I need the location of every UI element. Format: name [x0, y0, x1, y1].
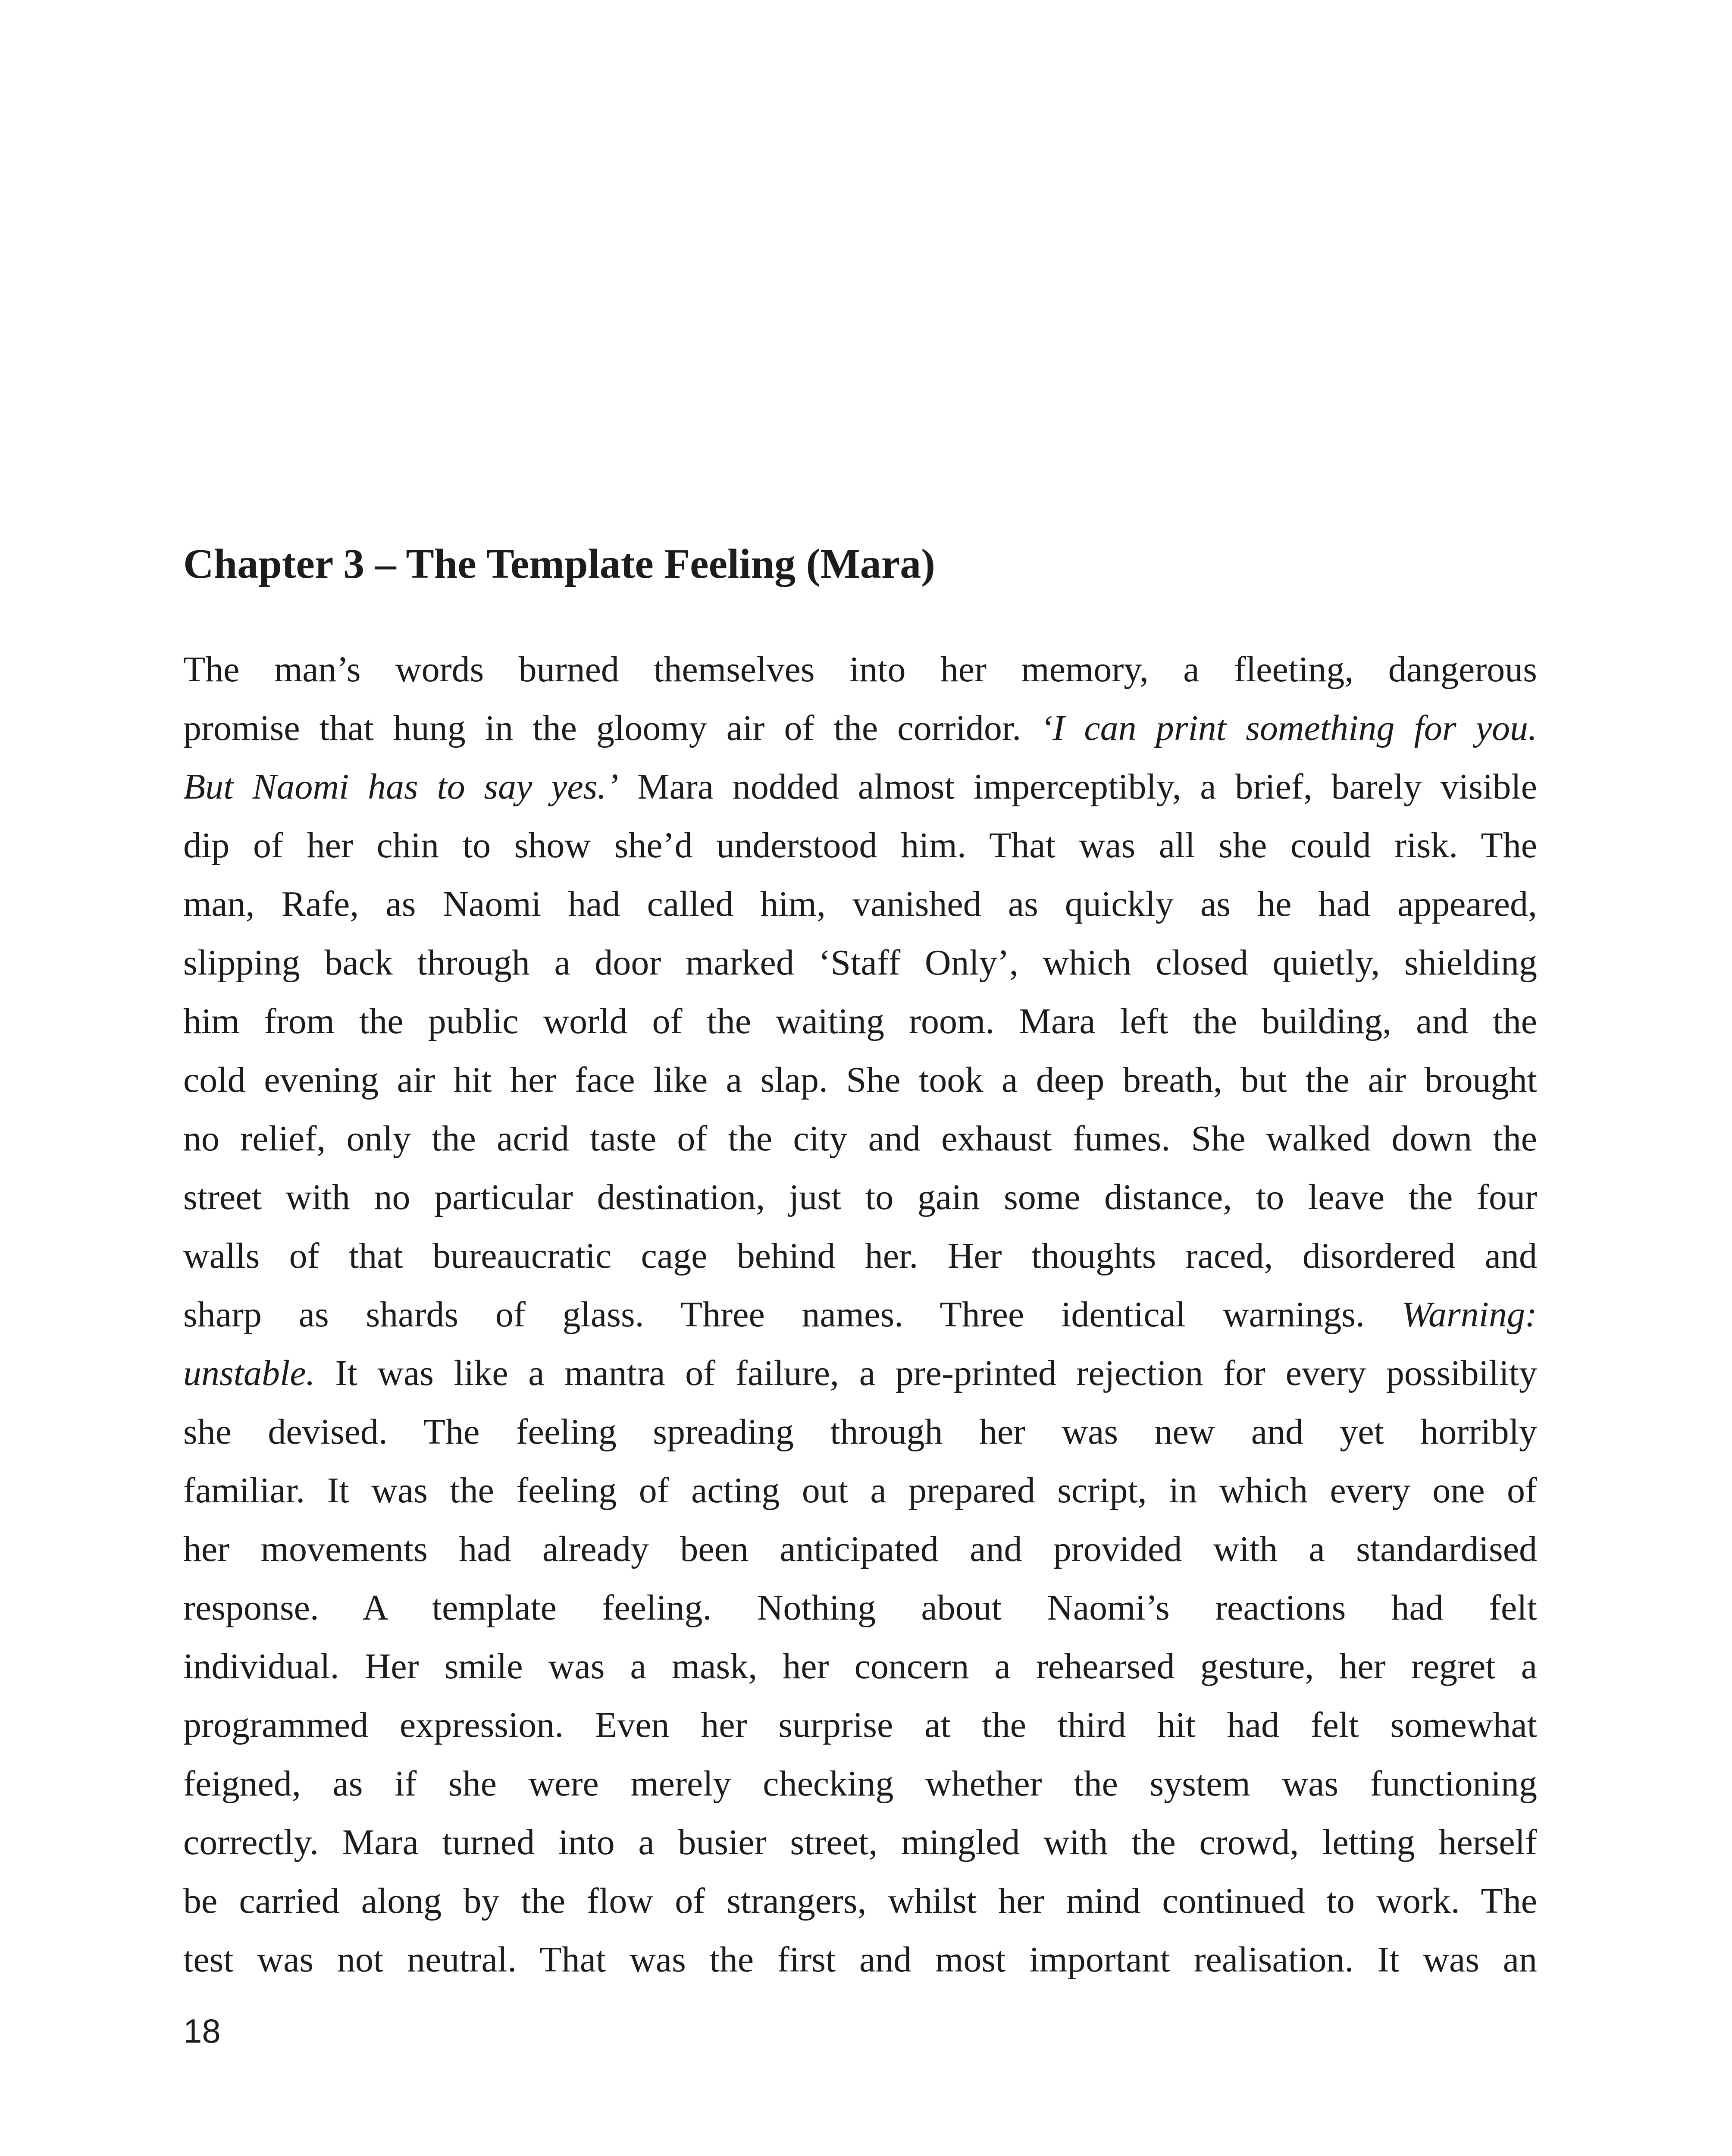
text-segment: individual. Her smile was a mask, her concern a rehearsed gesture, her regret a — [183, 1646, 1537, 1686]
text-segment: sharp as shards of glass. Three names. Three identical warnings. — [183, 1294, 1402, 1335]
text-line — [183, 816, 1537, 875]
text-segment: correctly. Mara turned into a busier street, mingled with the crowd, letting herself — [183, 1822, 1537, 1862]
text-line — [183, 1637, 1537, 1696]
text-segment: her movements had already been anticipated and provided with a standardised — [183, 1529, 1537, 1569]
text-segment: man, Rafe, as Naomi had called him, vanished as quickly as he had appeared, — [183, 884, 1537, 924]
page-number: 18 — [183, 2012, 221, 2050]
italic-text: unstable. — [183, 1353, 315, 1393]
text-segment: no relief, only the acrid taste of the city and exhaust fumes. She walked down the — [183, 1119, 1537, 1159]
text-line — [183, 1461, 1537, 1520]
text-line — [183, 1930, 1537, 1989]
italic-text: But Naomi has to say yes.’ — [183, 767, 619, 807]
chapter-body — [183, 640, 1537, 1989]
chapter-title: Chapter 3 – The Template Feeling (Mara) — [183, 541, 935, 587]
text-segment: response. A template feeling. Nothing about Naomi’s reactions had felt — [183, 1588, 1537, 1628]
text-segment: she devised. The feeling spreading through her was new and yet horribly — [183, 1412, 1537, 1452]
text-line — [183, 1109, 1537, 1168]
text-segment: be carried along by the flow of strangers, whilst her mind continued to work. The — [183, 1881, 1537, 1921]
text-line — [183, 1872, 1537, 1930]
text-segment: cold evening air hit her face like a slap. She took a deep breath, but the air brought — [183, 1060, 1537, 1100]
text-line — [183, 1520, 1537, 1579]
text-line — [183, 699, 1537, 758]
text-line — [183, 1344, 1537, 1403]
text-segment: familiar. It was the feeling of acting out a prepared script, in which every one of — [183, 1470, 1537, 1510]
text-segment: It was like a mantra of failure, a pre-printed rejection for every possibility — [315, 1353, 1537, 1393]
text-segment: test was not neutral. That was the first and most important realisation. It was an — [183, 1940, 1537, 1980]
text-line — [183, 1168, 1537, 1227]
text-segment: feigned, as if she were merely checking whether the system was functioning — [183, 1764, 1537, 1804]
italic-text: ‘I can print something for you. — [1040, 708, 1538, 748]
text-line — [183, 1285, 1537, 1344]
text-segment: Mara nodded almost imperceptibly, a brief, barely visible — [618, 767, 1537, 807]
text-line — [183, 1755, 1537, 1813]
text-line — [183, 1579, 1537, 1637]
text-line — [183, 1696, 1537, 1755]
text-line — [183, 1051, 1537, 1109]
text-line — [183, 1227, 1537, 1285]
text-segment: him from the public world of the waiting room. Mara left the building, and the — [183, 1001, 1537, 1041]
text-segment: slipping back through a door marked ‘Staff Only’, which closed quietly, shielding — [183, 943, 1537, 983]
text-line — [183, 1403, 1537, 1461]
text-line — [183, 1813, 1537, 1872]
text-line — [183, 934, 1537, 992]
text-line — [183, 758, 1537, 816]
text-line — [183, 992, 1537, 1051]
text-segment: programmed expression. Even her surprise at the third hit had felt somewhat — [183, 1705, 1537, 1745]
italic-text: Warning: — [1401, 1294, 1537, 1335]
text-line — [183, 640, 1537, 699]
text-line — [183, 875, 1537, 934]
text-segment: street with no particular destination, just to gain some distance, to leave the four — [183, 1177, 1537, 1217]
text-segment: The man’s words burned themselves into her memory, a fleeting, dangerous — [183, 649, 1537, 689]
text-segment: walls of that bureaucratic cage behind her. Her thoughts raced, disordered and — [183, 1236, 1537, 1276]
text-segment: dip of her chin to show she’d understood him. That was all she could risk. The — [183, 825, 1537, 865]
text-segment: promise that hung in the gloomy air of the corridor. — [183, 708, 1041, 748]
